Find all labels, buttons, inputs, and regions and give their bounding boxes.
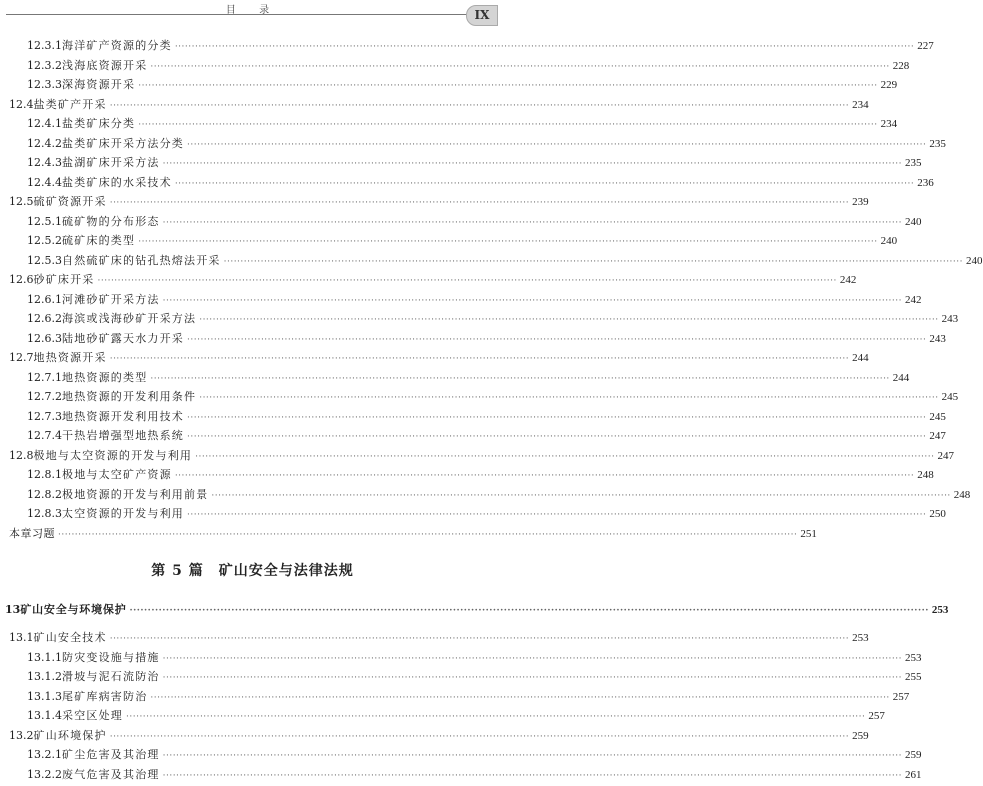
toc-title: 砂矿床开采: [34, 270, 95, 290]
toc-group: [0, 114, 505, 192]
toc-page: 257: [893, 688, 910, 708]
leader-dots: ····························································································································································································································: [163, 155, 902, 175]
toc-number: 12.4.3: [27, 153, 62, 173]
leader-dots: ····························································································································································································································: [163, 650, 902, 670]
toc-number: 13.1.1: [27, 648, 62, 668]
toc-number: 13.1.3: [27, 687, 62, 707]
leader-dots: ····························································································································································································································: [150, 689, 889, 709]
leader-dots: ····························································································································································································································: [175, 175, 914, 195]
toc-row: [0, 524, 505, 544]
leader-dots: ····························································································································································································································: [130, 598, 929, 624]
toc-title: 矿尘危害及其治理: [62, 745, 160, 765]
leader-dots: ····························································································································································································································: [187, 506, 926, 526]
toc-row: [0, 407, 505, 427]
toc-group: [0, 36, 505, 95]
toc-number: 12.6.2: [27, 309, 62, 329]
toc-page: 228: [893, 57, 910, 77]
toc-title: 废气危害及其治理: [62, 765, 160, 785]
leader-dots: ····························································································································································································································: [110, 728, 849, 748]
toc-number: 12.8: [9, 446, 34, 466]
toc-row: [0, 426, 505, 446]
toc-row: [0, 368, 505, 388]
toc-title: 盐湖矿床开采方法: [62, 153, 160, 173]
header-rule: [6, 14, 477, 15]
toc-number: 12.5.2: [27, 231, 62, 251]
toc-row: [0, 114, 505, 134]
toc-row: [0, 726, 505, 746]
toc-number: 13.1.2: [27, 667, 62, 687]
toc-page: 242: [840, 271, 857, 291]
toc-title: 矿山安全与环境保护: [20, 597, 126, 623]
toc-title: 极地资源的开发与利用前景: [62, 485, 208, 505]
toc-title: 滑坡与泥石流防治: [62, 667, 160, 687]
leader-dots: ····························································································································································································································: [187, 428, 926, 448]
toc-row: [0, 251, 505, 271]
toc-title: 盐类矿产开采: [34, 95, 107, 115]
toc-entry: [0, 95, 505, 115]
toc-entry: [0, 524, 505, 544]
toc-row: [0, 628, 505, 648]
leader-dots: ····························································································································································································································: [163, 214, 902, 234]
toc-number: 12.7.2: [27, 387, 62, 407]
toc-entry: [0, 628, 505, 648]
toc-number: 12.5.1: [27, 212, 62, 232]
leader-dots: ····························································································································································································································: [150, 370, 889, 390]
toc-page: 253: [932, 597, 949, 623]
toc-title: 干热岩增强型地热系统: [62, 426, 184, 446]
toc-group: [0, 290, 505, 349]
toc-page: 261: [905, 766, 922, 786]
toc-number: 12.6.3: [27, 329, 62, 349]
toc-page: 247: [929, 427, 946, 447]
toc-title: 矿山环境保护: [34, 726, 107, 746]
toc-row: [0, 95, 505, 115]
toc-page: 245: [929, 408, 946, 428]
toc-number: 12.6: [9, 270, 34, 290]
leader-dots: ····························································································································································································································: [224, 253, 963, 273]
toc-number: 12.5: [9, 192, 34, 212]
toc-page: 242: [905, 291, 922, 311]
toc-page: 240: [881, 232, 898, 252]
leader-dots: ····························································································································································································································: [163, 747, 902, 767]
toc-row: [0, 667, 505, 687]
leader-dots: ····························································································································································································································: [163, 669, 902, 689]
leader-dots: ····························································································································································································································: [199, 311, 938, 331]
toc-title: 地热资源的开发利用条件: [62, 387, 196, 407]
toc-number: 12.8.3: [27, 504, 62, 524]
leader-dots: ····························································································································································································································: [175, 467, 914, 487]
toc-title: 盐类矿床开采方法分类: [62, 134, 184, 154]
toc-title: 硫矿床的类型: [62, 231, 135, 251]
toc-group: [0, 745, 505, 784]
toc-page: 253: [905, 649, 922, 669]
toc-title: 盐类矿床分类: [62, 114, 135, 134]
toc-row: [0, 597, 505, 623]
toc-page: 235: [929, 135, 946, 155]
toc-group: [0, 368, 505, 446]
toc-page: 244: [852, 349, 869, 369]
toc-page: 240: [966, 252, 983, 272]
toc-number: 12.4.4: [27, 173, 62, 193]
toc-row: [0, 348, 505, 368]
toc-number: 12.5.3: [27, 251, 62, 271]
toc-row: [0, 706, 505, 726]
toc-number: 12.7: [9, 348, 34, 368]
toc-page: 227: [917, 37, 934, 57]
toc-row: [0, 56, 505, 76]
leader-dots: ····························································································································································································································: [150, 58, 889, 78]
toc-title: 极地与太空矿产资源: [62, 465, 172, 485]
part-heading: 第 5 篇 矿山安全与法律法规: [0, 543, 505, 597]
toc-row: [0, 192, 505, 212]
toc-page: 259: [905, 746, 922, 766]
toc-row: [0, 173, 505, 193]
toc-page: 253: [852, 629, 869, 649]
leader-dots: ····························································································································································································································: [110, 630, 849, 650]
toc-number: 12.3.3: [27, 75, 62, 95]
toc-row: [0, 745, 505, 765]
toc-title: 矿山安全技术: [34, 628, 107, 648]
toc-entry: [0, 726, 505, 746]
leader-dots: ····························································································································································································································: [110, 350, 849, 370]
toc-row: [0, 212, 505, 232]
toc-page: 248: [954, 486, 971, 506]
toc-entry: [0, 446, 505, 466]
leader-dots: ····························································································································································································································: [163, 292, 902, 312]
toc-title: 海洋矿产资源的分类: [62, 36, 172, 56]
toc-page: 251: [800, 525, 817, 545]
toc-row: [0, 765, 505, 785]
toc-row: [0, 75, 505, 95]
toc-row: [0, 36, 505, 56]
page-number-badge: IX: [466, 5, 498, 26]
toc-page: 239: [852, 193, 869, 213]
toc-title: 地热资源开发利用技术: [62, 407, 184, 427]
leader-dots: ····························································································································································································································: [126, 708, 865, 728]
toc-number: 12.4: [9, 95, 34, 115]
toc-title: 地热资源开采: [34, 348, 107, 368]
toc-title: 浅海底资源开采: [62, 56, 147, 76]
running-header: [0, 0, 505, 26]
toc-title: 地热资源的类型: [62, 368, 147, 388]
toc-number: 12.8.1: [27, 465, 62, 485]
toc-page: 243: [929, 330, 946, 350]
toc-title: 极地与太空资源的开发与利用: [34, 446, 193, 466]
leader-dots: ····························································································································································································································: [110, 97, 849, 117]
toc-page: 250: [929, 505, 946, 525]
toc-number: 12.4.2: [27, 134, 62, 154]
toc-title: 硫矿物的分布形态: [62, 212, 160, 232]
toc-number: 12.8.2: [27, 485, 62, 505]
toc-group: [0, 212, 505, 271]
leader-dots: ····························································································································································································································: [163, 767, 902, 786]
toc-group: [0, 648, 505, 726]
leader-dots: ····························································································································································································································: [187, 331, 926, 351]
toc-title: 深海资源开采: [62, 75, 135, 95]
toc-title: 本章习题: [9, 524, 55, 544]
leader-dots: ····························································································································································································································: [138, 77, 877, 97]
toc-group: [0, 465, 505, 524]
leader-dots: ····························································································································································································································: [138, 116, 877, 136]
toc-page: 229: [881, 76, 898, 96]
toc-row: [0, 329, 505, 349]
leader-dots: ····························································································································································································································: [110, 194, 849, 214]
leader-dots: ····························································································································································································································: [195, 448, 934, 468]
toc-title: 太空资源的开发与利用: [62, 504, 184, 524]
toc-title: 河滩砂矿开采方法: [62, 290, 160, 310]
toc-page: 234: [852, 96, 869, 116]
toc-entry: [0, 597, 505, 623]
toc-entry: [0, 348, 505, 368]
toc-row: [0, 231, 505, 251]
toc-row: [0, 687, 505, 707]
leader-dots: ····························································································································································································································: [187, 409, 926, 429]
toc-title: 海滨或浅海砂矿开采方法: [62, 309, 196, 329]
toc-row: [0, 465, 505, 485]
toc-number: 13.2.2: [27, 765, 62, 785]
toc-number: 12.7.3: [27, 407, 62, 427]
toc-title: 盐类矿床的水采技术: [62, 173, 172, 193]
toc-number: 13.2.1: [27, 745, 62, 765]
toc-number: 12.3.2: [27, 56, 62, 76]
toc-page: 245: [942, 388, 959, 408]
toc-title: 防灾变设施与措施: [62, 648, 160, 668]
leader-dots: ····························································································································································································································: [175, 38, 914, 58]
toc-entry: [0, 270, 505, 290]
toc-number: 13.1: [9, 628, 34, 648]
toc-page: 234: [881, 115, 898, 135]
toc-row: [0, 446, 505, 466]
toc-number: 12.3.1: [27, 36, 62, 56]
toc-page: 259: [852, 727, 869, 747]
toc-page: 257: [868, 707, 885, 727]
toc-title: 硫矿资源开采: [34, 192, 107, 212]
toc-page: 243: [942, 310, 959, 330]
toc-row: [0, 485, 505, 505]
header-title: 目 录: [0, 1, 505, 16]
leader-dots: ····························································································································································································································: [199, 389, 938, 409]
toc-row: [0, 153, 505, 173]
toc-page: 248: [917, 466, 934, 486]
toc-page: 255: [905, 668, 922, 688]
toc-page: 236: [917, 174, 934, 194]
toc-number: 12.6.1: [27, 290, 62, 310]
toc-title: 自然硫矿床的钻孔热熔法开采: [62, 251, 221, 271]
leader-dots: ····························································································································································································································: [187, 136, 926, 156]
toc-title: 采空区处理: [62, 706, 123, 726]
toc-row: [0, 387, 505, 407]
toc-row: [0, 290, 505, 310]
leader-dots: ····························································································································································································································: [138, 233, 877, 253]
toc-number: 13: [5, 597, 20, 623]
toc-number: 12.4.1: [27, 114, 62, 134]
leader-dots: ····························································································································································································································: [211, 487, 950, 507]
leader-dots: ····························································································································································································································: [98, 272, 837, 292]
toc-row: [0, 270, 505, 290]
toc-number: 13.1.4: [27, 706, 62, 726]
toc-row: [0, 309, 505, 329]
toc-page: 244: [893, 369, 910, 389]
toc-row: [0, 134, 505, 154]
toc-number: 12.7.4: [27, 426, 62, 446]
leader-dots: ····························································································································································································································: [58, 526, 797, 546]
toc-title: 尾矿库病害防治: [62, 687, 147, 707]
toc-entry: [0, 192, 505, 212]
toc-row: [0, 504, 505, 524]
toc-row: [0, 648, 505, 668]
toc-number: 13.2: [9, 726, 34, 746]
toc-page: 247: [938, 447, 955, 467]
table-of-contents: [0, 36, 505, 784]
toc-title: 陆地砂矿露天水力开采: [62, 329, 184, 349]
toc-page: 240: [905, 213, 922, 233]
toc-number: 12.7.1: [27, 368, 62, 388]
toc-page: 235: [905, 154, 922, 174]
